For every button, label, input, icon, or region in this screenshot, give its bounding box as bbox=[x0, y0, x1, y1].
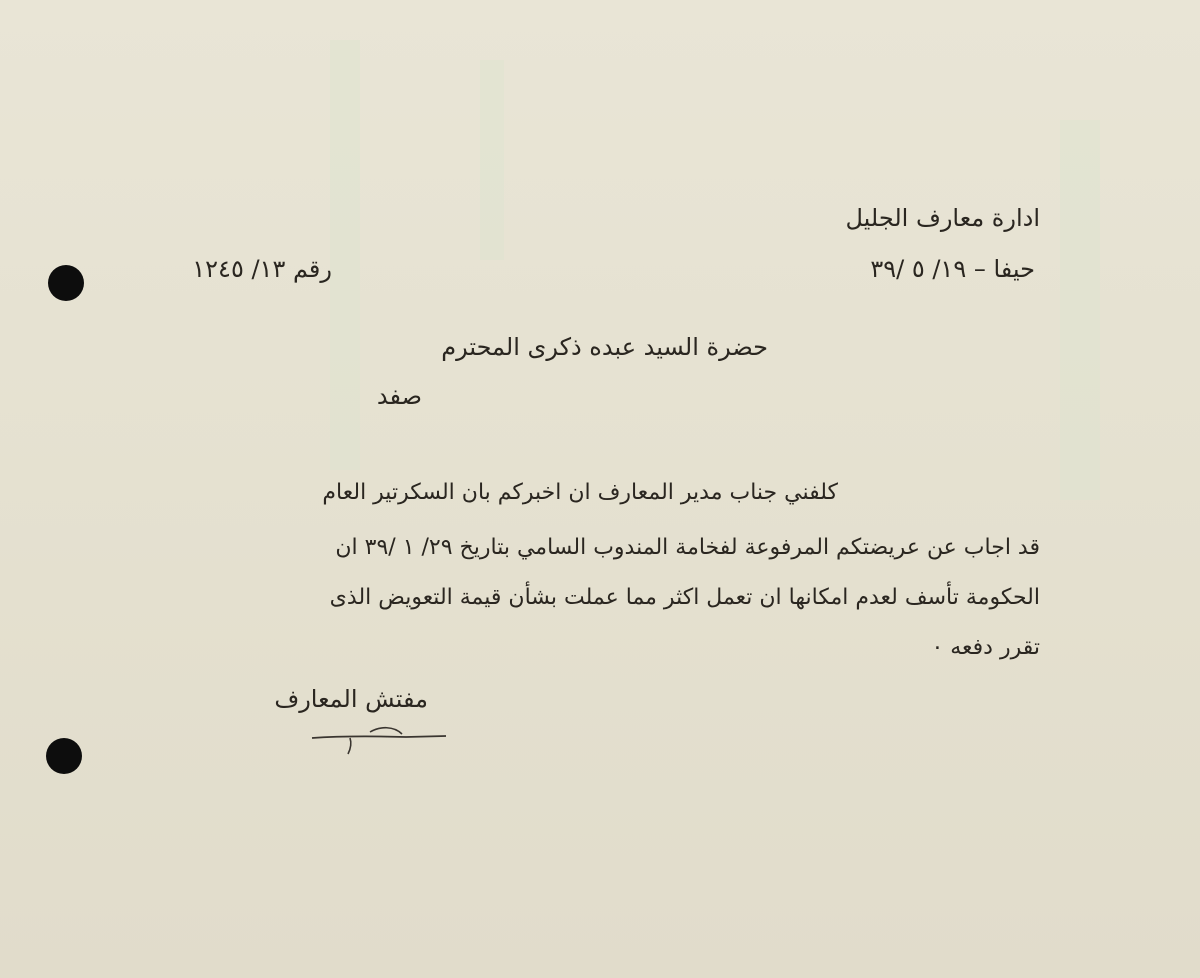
office-name: ادارة معارف الجليل bbox=[845, 204, 1040, 232]
addressee-name: حضرة السيد عبده ذكرى المحترم bbox=[441, 333, 768, 361]
punch-hole-bottom bbox=[46, 738, 82, 774]
signatory-title: مفتش المعارف bbox=[274, 685, 428, 713]
punch-hole-top bbox=[48, 265, 84, 301]
body-line-3: الحكومة تأسف لعدم امكانها ان تعمل اكثر مما عملت بشأن قيمة التعويض الذى bbox=[329, 585, 1040, 610]
scan-artifact bbox=[330, 40, 360, 470]
body-line-1: كلفني جناب مدير المعارف ان اخبركم بان السكرتير العام bbox=[322, 480, 838, 505]
place-date: حيفا – ١٩/ ٥ /٣٩ bbox=[870, 255, 1035, 283]
scan-artifact bbox=[480, 60, 504, 260]
body-line-4: تقرر دفعه ٠ bbox=[931, 635, 1040, 660]
body-line-2: قد اجاب عن عريضتكم المرفوعة لفخامة المندوب السامي بتاريخ ٢٩/ ١ /٣٩ ان bbox=[335, 535, 1040, 560]
scan-artifact bbox=[1060, 120, 1100, 500]
handwritten-signature bbox=[310, 722, 450, 758]
addressee-town: صفد bbox=[376, 382, 422, 410]
reference-number: رقم ١٣/ ١٢٤٥ bbox=[192, 255, 332, 283]
